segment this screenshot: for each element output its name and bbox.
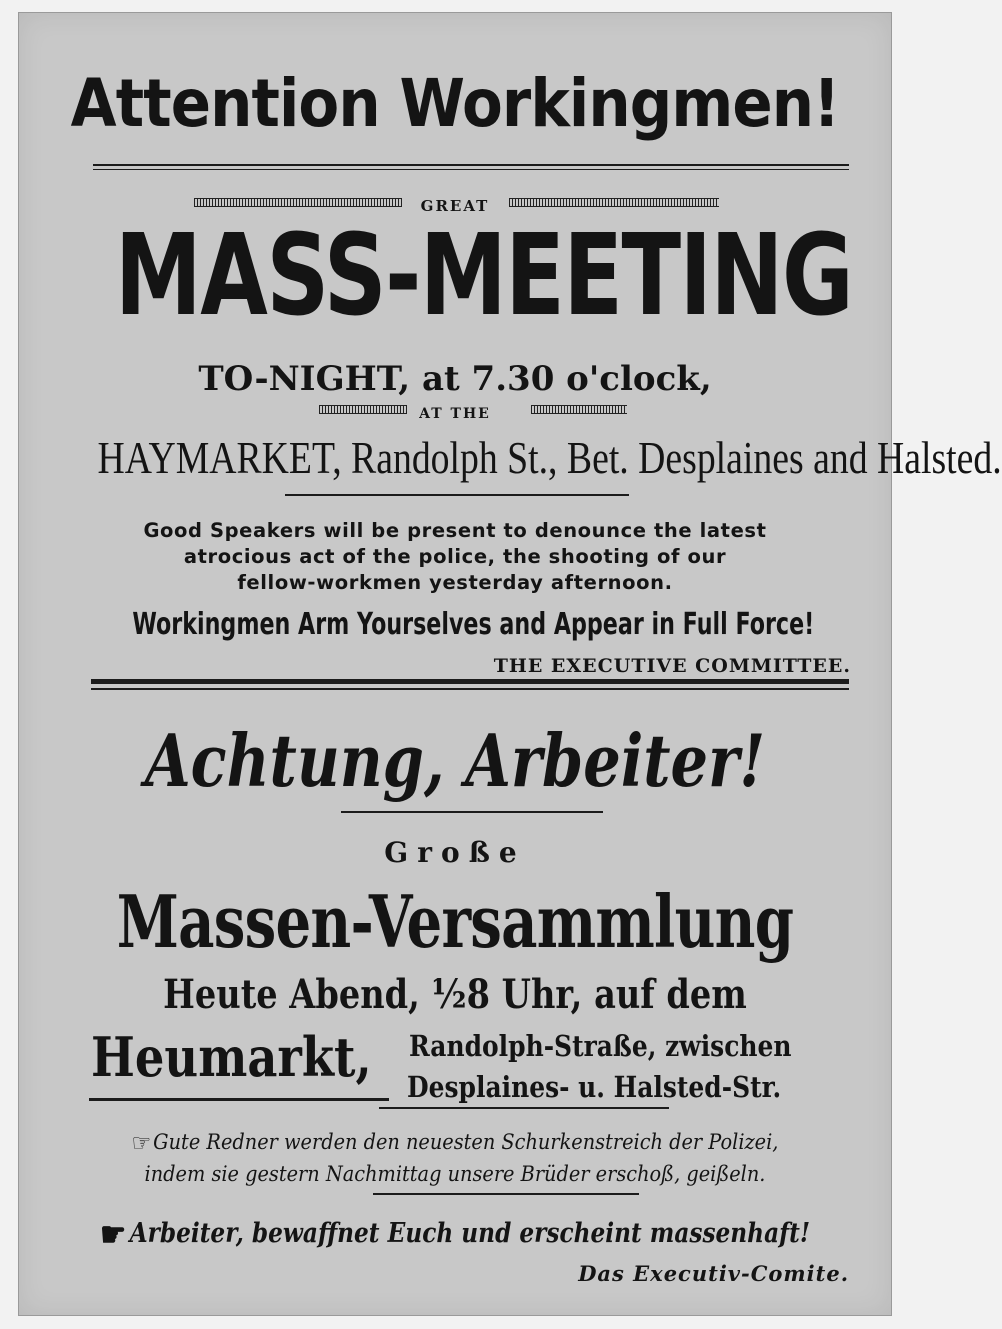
great-label: GREAT — [420, 197, 490, 215]
speakers-line-1: Good Speakers will be present to denounce the latest — [143, 519, 767, 542]
redner-line-1 — [54, 1127, 856, 1159]
redner-line-2: indem sie gestern Nachmittag unsere Brüder erschoß, geißeln. — [144, 1162, 766, 1186]
speakers-line-3: fellow-workmen yesterday afternoon. — [237, 571, 673, 594]
german-headline-rule — [341, 811, 603, 813]
street-rule — [379, 1107, 669, 1109]
english-call-to-arms: Workingmen Arm Yourselves and Appear in Full Force! — [132, 607, 815, 642]
redner-paragraph — [54, 1127, 856, 1190]
redner-rule — [373, 1193, 639, 1195]
german-call-to-arms-text: Arbeiter, bewaffnet Euch und erscheint massenhaft! — [129, 1218, 811, 1249]
grosse-label: Große — [384, 836, 526, 869]
german-call-to-arms — [80, 1215, 830, 1255]
german-street-line-2: Desplaines- u. Halsted-Str. — [407, 1070, 782, 1104]
english-time-line: TO-NIGHT, at 7.30 o'clock, — [198, 359, 712, 399]
ornament-rule-right — [509, 198, 719, 207]
english-headline: Attention Workingmen! — [70, 65, 840, 142]
english-location: HAYMARKET, Randolph St., Bet. Desplaines and Halsted. — [97, 432, 1002, 483]
pointing-hand-icon: ☞ — [131, 1129, 152, 1157]
section-divider-thin — [91, 688, 849, 690]
heumarkt-label: Heumarkt, — [91, 1025, 372, 1089]
section-divider-thick — [91, 679, 849, 684]
german-headline: Achtung, Arbeiter! — [144, 718, 766, 803]
redner-line-1-text: Gute Redner werden den neuesten Schurkenstreich der Polizei, — [153, 1130, 779, 1154]
heumarkt-underline — [89, 1098, 389, 1101]
at-the-rule-right — [531, 405, 627, 414]
speakers-line-2: atrocious act of the police, the shooting of our — [183, 545, 727, 568]
headline-rule-bottom — [93, 169, 849, 170]
location-rule — [285, 494, 629, 496]
poster-sheet — [18, 12, 1002, 1316]
headline-rule-top — [93, 164, 849, 166]
german-signature: Das Executiv-Comite. — [578, 1261, 849, 1286]
pointing-hand-bold-icon: ☛ — [99, 1215, 127, 1255]
massen-versammlung-title: Massen-Versammlung — [116, 879, 794, 964]
speakers-paragraph — [19, 518, 891, 596]
english-signature: THE EXECUTIVE COMMITTEE. — [493, 655, 851, 677]
mass-meeting-title: MASS-MEETING — [114, 211, 853, 341]
german-street-line-1: Randolph-Straße, zwischen — [409, 1029, 792, 1063]
german-time-line: Heute Abend, ½8 Uhr, auf dem — [163, 971, 747, 1018]
at-the-label: AT THE — [419, 406, 491, 422]
